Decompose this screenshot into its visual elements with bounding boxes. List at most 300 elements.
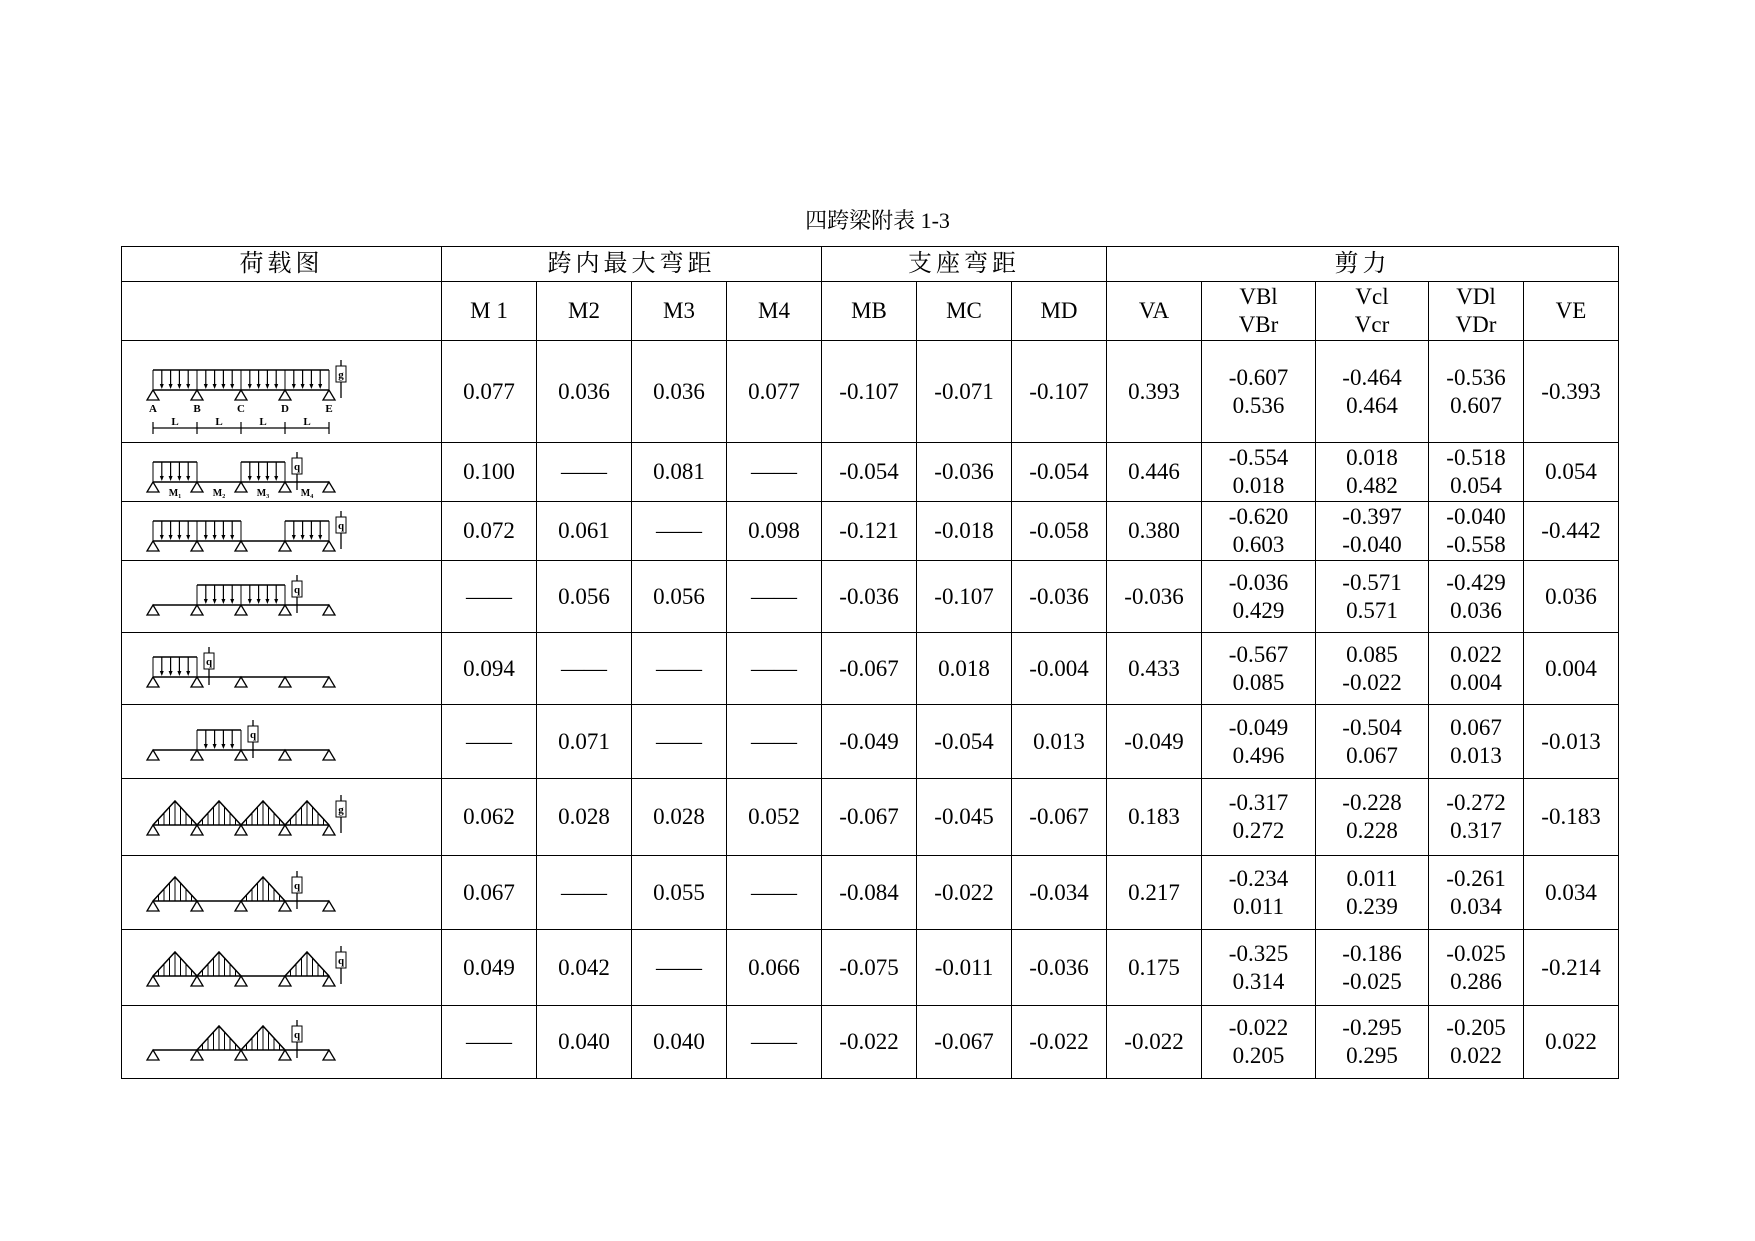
coefficient-cell xyxy=(632,705,727,779)
coefficient-value: —— xyxy=(751,879,797,905)
group-header-row xyxy=(122,247,1619,282)
coefficient-value: -0.393 xyxy=(1541,378,1601,404)
coefficient-cell xyxy=(442,502,537,561)
coefficient-value: —— xyxy=(751,728,797,754)
coefficient-value: -0.034 xyxy=(1029,879,1089,905)
support-icon xyxy=(235,976,247,986)
coefficient-value: —— xyxy=(466,728,512,754)
coefficient-value: 0.052 xyxy=(748,804,800,829)
coefficient-cell xyxy=(1316,633,1429,705)
table-row xyxy=(122,341,1619,443)
coefficient-cell xyxy=(917,779,1012,856)
coefficient-value: -0.504 xyxy=(1342,714,1402,740)
coefficient-cell xyxy=(442,443,537,502)
coefficient-cell xyxy=(1316,930,1429,1006)
coefficient-cell xyxy=(442,1006,537,1079)
support-icon xyxy=(191,605,203,615)
coefficient-value: 0.085 xyxy=(1232,669,1285,695)
coefficient-cell xyxy=(1012,443,1107,502)
coefficient-cell xyxy=(917,443,1012,502)
coefficient-value: -0.036 xyxy=(1228,569,1289,595)
load-arrowhead xyxy=(168,535,172,540)
load-arrowhead xyxy=(221,744,225,749)
coefficient-value: -0.205 xyxy=(1446,1015,1506,1040)
load-arrowhead xyxy=(159,671,163,676)
support-icon xyxy=(323,390,335,400)
coefficient-value: -0.058 xyxy=(1029,518,1089,543)
coefficient-value: 0.098 xyxy=(748,518,800,543)
beam-load-diagram xyxy=(123,634,441,704)
moment-label: M₄ xyxy=(300,487,313,499)
coefficient-value: 0.018 xyxy=(938,655,990,681)
support-icon xyxy=(147,541,159,551)
load-arrowhead xyxy=(186,476,190,481)
coefficient-cell xyxy=(727,930,822,1006)
load-arrowhead xyxy=(256,599,260,604)
coefficient-value: 0.094 xyxy=(463,655,515,681)
coefficient-value: 0.393 xyxy=(1128,378,1180,404)
coefficient-cell xyxy=(822,502,917,561)
coefficient-value: 0.066 xyxy=(748,954,800,980)
beam-load-diagram xyxy=(123,933,441,1003)
coefficient-value: -0.022 xyxy=(1029,1029,1089,1054)
coefficient-cell xyxy=(1429,443,1524,502)
support-icon xyxy=(279,541,291,551)
coefficient-value: -0.036 xyxy=(934,459,994,484)
coefficient-cell xyxy=(1012,561,1107,633)
coefficient-cell xyxy=(917,1006,1012,1079)
coefficient-cell xyxy=(1202,930,1316,1006)
support-icon xyxy=(147,677,159,687)
load-diagram-cell xyxy=(122,1006,442,1079)
coefficient-value: -0.018 xyxy=(934,518,994,543)
coefficient-value: -0.075 xyxy=(839,954,899,980)
coefficient-cell xyxy=(917,502,1012,561)
coefficient-cell xyxy=(1012,930,1107,1006)
column-header-label: VA xyxy=(1138,298,1170,323)
coefficient-value: —— xyxy=(561,459,607,484)
coefficient-cell xyxy=(632,930,727,1006)
support-icon xyxy=(147,390,159,400)
coefficient-value: -0.183 xyxy=(1541,804,1601,829)
column-header-cell xyxy=(537,282,632,341)
coefficient-value: -0.084 xyxy=(839,879,899,905)
coefficient-value: 0.536 xyxy=(1232,392,1285,418)
coefficient-value: 0.603 xyxy=(1232,532,1285,557)
support-label: E xyxy=(324,402,333,415)
coefficient-value: 0.011 xyxy=(1233,893,1284,919)
table-row xyxy=(122,856,1619,930)
coefficient-value: -0.558 xyxy=(1446,532,1506,557)
coefficient-value: 0.085 xyxy=(1346,641,1398,667)
coefficient-value: 0.433 xyxy=(1128,655,1180,681)
column-header-label: M3 xyxy=(663,298,695,323)
load-arrowhead xyxy=(203,599,207,604)
coefficient-cell xyxy=(1524,930,1619,1006)
support-icon xyxy=(235,541,247,551)
load-arrowhead xyxy=(212,599,216,604)
coefficient-value: -0.071 xyxy=(934,378,994,404)
coefficient-cell xyxy=(442,633,537,705)
coefficient-value: -0.025 xyxy=(1446,940,1506,966)
coefficient-value: 0.067 xyxy=(1450,714,1502,740)
support-icon xyxy=(279,901,291,911)
load-diagram-cell xyxy=(122,341,442,443)
coefficient-cell xyxy=(1107,502,1202,561)
support-icon xyxy=(191,901,203,911)
coefficient-value: 0.100 xyxy=(463,459,515,484)
support-icon xyxy=(191,825,203,835)
coefficient-value: -0.442 xyxy=(1541,518,1601,543)
coefficient-cell xyxy=(1429,502,1524,561)
coefficient-cell xyxy=(1012,705,1107,779)
coefficient-cell xyxy=(1012,1006,1107,1079)
coefficient-value: -0.004 xyxy=(1029,655,1089,681)
coefficient-value: -0.429 xyxy=(1446,569,1506,595)
coefficient-value: 0.056 xyxy=(653,583,705,609)
coefficient-cell xyxy=(1107,1006,1202,1079)
load-arrowhead xyxy=(203,384,207,389)
coefficient-value: -0.054 xyxy=(1029,459,1089,484)
coefficient-value: -0.186 xyxy=(1342,940,1402,966)
coefficient-cell xyxy=(1202,705,1316,779)
span-label: L xyxy=(214,415,223,428)
coefficient-value: -0.107 xyxy=(839,378,899,404)
support-icon xyxy=(191,390,203,400)
coefficient-cell xyxy=(537,341,632,443)
support-icon xyxy=(235,390,247,400)
support-icon xyxy=(235,750,247,760)
load-arrowhead xyxy=(230,599,234,604)
coefficient-cell xyxy=(1429,779,1524,856)
coefficient-cell xyxy=(632,633,727,705)
load-arrowhead xyxy=(168,384,172,389)
coefficient-value: 0.022 xyxy=(1450,641,1502,667)
support-icon xyxy=(323,677,335,687)
coefficient-value: 0.049 xyxy=(463,954,515,980)
coefficient-cell xyxy=(822,930,917,1006)
coefficient-cell xyxy=(632,1006,727,1079)
load-arrowhead xyxy=(309,535,313,540)
coefficient-value: -0.054 xyxy=(934,728,994,754)
support-icon xyxy=(191,677,203,687)
support-icon xyxy=(235,605,247,615)
coefficient-value: 0.042 xyxy=(558,954,610,980)
coefficient-value: 0.314 xyxy=(1232,968,1285,994)
coefficient-value: -0.620 xyxy=(1228,504,1289,529)
support-icon xyxy=(147,750,159,760)
load-arrowhead xyxy=(265,599,269,604)
support-icon xyxy=(279,825,291,835)
coefficient-value: —— xyxy=(751,583,797,609)
coefficient-cell xyxy=(442,341,537,443)
coefficient-value: -0.067 xyxy=(839,804,899,829)
load-label: q xyxy=(337,954,344,967)
coefficient-value: 0.055 xyxy=(653,879,705,905)
coefficient-value: -0.234 xyxy=(1228,865,1289,891)
coefficient-cell xyxy=(1524,856,1619,930)
coefficient-value: -0.025 xyxy=(1342,968,1402,994)
column-header-cell xyxy=(1316,282,1429,341)
table-row xyxy=(122,633,1619,705)
coefficient-value: 0.081 xyxy=(653,459,705,484)
coefficient-value: -0.022 xyxy=(1342,669,1402,695)
coefficient-cell xyxy=(727,779,822,856)
support-icon xyxy=(323,750,335,760)
load-arrowhead xyxy=(300,384,304,389)
coefficient-cell xyxy=(917,633,1012,705)
support-icon xyxy=(323,825,335,835)
coefficient-value: 0.446 xyxy=(1128,459,1180,484)
coefficient-cell xyxy=(1429,1006,1524,1079)
coefficient-value: 0.004 xyxy=(1450,669,1502,695)
load-arrowhead xyxy=(168,671,172,676)
coefficient-value: -0.317 xyxy=(1228,790,1289,815)
load-diagram-cell xyxy=(122,502,442,561)
support-label: C xyxy=(236,402,245,415)
coefficient-cell xyxy=(727,502,822,561)
coefficient-value: -0.567 xyxy=(1228,641,1289,667)
support-icon xyxy=(323,541,335,551)
coefficient-cell xyxy=(1429,705,1524,779)
coefficient-cell xyxy=(1429,341,1524,443)
coefficient-cell xyxy=(537,930,632,1006)
coefficient-cell xyxy=(1316,705,1429,779)
coefficient-cell xyxy=(1107,856,1202,930)
support-icon xyxy=(279,976,291,986)
coefficient-cell xyxy=(1524,341,1619,443)
coefficient-value: 0.228 xyxy=(1346,818,1398,843)
coefficient-value: —— xyxy=(656,728,702,754)
load-arrowhead xyxy=(291,535,295,540)
coefficient-value: -0.397 xyxy=(1342,504,1402,529)
beam-load-diagram xyxy=(123,562,441,632)
coefficient-cell xyxy=(1524,443,1619,502)
coefficient-cell xyxy=(537,779,632,856)
load-arrowhead xyxy=(159,476,163,481)
coefficient-value: 0.317 xyxy=(1450,818,1502,843)
coefficient-cell xyxy=(822,443,917,502)
coefficient-value: 0.295 xyxy=(1346,1043,1398,1068)
coefficient-value: -0.107 xyxy=(1029,378,1089,404)
coefficient-value: —— xyxy=(561,655,607,681)
coefficient-value: 0.040 xyxy=(653,1029,705,1054)
coefficient-cell xyxy=(1524,633,1619,705)
coefficient-cell xyxy=(1012,502,1107,561)
beam-load-diagram xyxy=(123,782,441,852)
column-header-cell xyxy=(632,282,727,341)
coefficient-value: 0.067 xyxy=(1346,742,1398,768)
coefficient-value: -0.107 xyxy=(934,583,994,609)
coefficient-cell xyxy=(1429,856,1524,930)
beam-load-diagram xyxy=(123,858,441,928)
coefficient-cell xyxy=(632,443,727,502)
coefficient-value: —— xyxy=(466,583,512,609)
support-icon xyxy=(191,750,203,760)
group-header-support-moments: 支座弯距 xyxy=(822,247,1107,282)
column-header-blank xyxy=(122,282,442,341)
load-label: q xyxy=(293,879,300,892)
column-header-cell xyxy=(1429,282,1524,341)
coefficient-cell xyxy=(1524,502,1619,561)
load-arrowhead xyxy=(230,384,234,389)
table-row xyxy=(122,502,1619,561)
coefficient-value: 0.607 xyxy=(1450,392,1502,418)
coefficient-value: —— xyxy=(751,1029,797,1054)
load-arrowhead xyxy=(256,476,260,481)
coefficient-value: 0.018 xyxy=(1232,473,1285,498)
load-label: q xyxy=(337,519,344,532)
table-row xyxy=(122,443,1619,502)
column-header-cell xyxy=(1107,282,1202,341)
coefficient-cell xyxy=(442,856,537,930)
coefficient-cell xyxy=(632,561,727,633)
table-row xyxy=(122,561,1619,633)
coefficient-value: 0.056 xyxy=(558,583,610,609)
load-arrowhead xyxy=(300,535,304,540)
support-icon xyxy=(279,677,291,687)
coefficient-value: -0.536 xyxy=(1446,364,1506,390)
coefficient-value: -0.022 xyxy=(839,1029,899,1054)
coefficient-value: -0.295 xyxy=(1342,1015,1402,1040)
coefficient-value: 0.464 xyxy=(1346,392,1398,418)
load-label: g xyxy=(337,368,344,381)
coefficient-value: 0.054 xyxy=(1450,473,1502,498)
load-label: q xyxy=(293,460,300,473)
load-arrowhead xyxy=(212,744,216,749)
coefficient-value: —— xyxy=(751,459,797,484)
coefficient-cell xyxy=(1012,856,1107,930)
support-icon xyxy=(191,1050,203,1060)
coefficient-value: 0.496 xyxy=(1232,742,1285,768)
support-icon xyxy=(279,750,291,760)
coefficient-value: -0.049 xyxy=(1124,728,1184,754)
coefficient-value: 0.067 xyxy=(463,879,515,905)
support-icon xyxy=(147,605,159,615)
coefficient-cell xyxy=(822,561,917,633)
column-header-cell xyxy=(1012,282,1107,341)
coefficient-cell xyxy=(1107,341,1202,443)
coefficient-value: -0.036 xyxy=(1029,954,1089,980)
coefficient-value: -0.607 xyxy=(1228,364,1289,390)
coefficient-value: 0.028 xyxy=(653,804,705,829)
load-label: q xyxy=(293,583,300,596)
coefficient-cell xyxy=(1202,341,1316,443)
coefficient-value: -0.518 xyxy=(1446,445,1506,470)
coefficient-cell xyxy=(1202,502,1316,561)
support-icon xyxy=(235,901,247,911)
coefficient-value: 0.034 xyxy=(1545,879,1597,905)
coefficient-cell xyxy=(1524,779,1619,856)
coefficient-cell xyxy=(1316,779,1429,856)
coefficient-value: 0.380 xyxy=(1128,518,1180,543)
load-label: q xyxy=(293,1029,300,1041)
coefficient-value: 0.286 xyxy=(1450,968,1502,994)
coefficient-cell xyxy=(1107,705,1202,779)
load-arrowhead xyxy=(212,384,216,389)
coefficient-value: -0.045 xyxy=(934,804,994,829)
load-arrowhead xyxy=(318,535,322,540)
load-arrowhead xyxy=(318,384,322,389)
load-label: q xyxy=(205,655,212,668)
load-arrowhead xyxy=(177,671,181,676)
coefficient-value: 0.239 xyxy=(1346,893,1398,919)
span-label: L xyxy=(302,415,311,428)
support-icon xyxy=(147,901,159,911)
coefficient-value: 0.036 xyxy=(653,378,705,404)
coefficient-value: 0.036 xyxy=(558,378,610,404)
coefficient-cell xyxy=(1524,561,1619,633)
load-arrowhead xyxy=(265,384,269,389)
coefficient-cell xyxy=(1012,633,1107,705)
coefficient-value: -0.022 xyxy=(1228,1015,1289,1040)
support-icon xyxy=(191,976,203,986)
load-arrowhead xyxy=(247,384,251,389)
coefficient-cell xyxy=(442,779,537,856)
group-header-load-diagram: 荷载图 xyxy=(122,247,442,282)
coefficient-value: 0.272 xyxy=(1232,818,1285,843)
column-header-row xyxy=(122,282,1619,341)
load-arrowhead xyxy=(177,535,181,540)
coefficient-value: —— xyxy=(656,954,702,980)
coefficient-cell xyxy=(1107,443,1202,502)
coefficient-value: -0.040 xyxy=(1342,532,1402,557)
load-arrowhead xyxy=(159,384,163,389)
coefficient-value: —— xyxy=(561,879,607,905)
coefficient-value: 0.034 xyxy=(1450,893,1502,919)
coefficient-value: -0.214 xyxy=(1541,954,1601,980)
column-header-cell xyxy=(727,282,822,341)
coefficient-value: 0.429 xyxy=(1232,597,1285,623)
column-header-label: Vcl xyxy=(1355,284,1389,309)
beam-load-diagram xyxy=(123,503,441,560)
coefficient-value: —— xyxy=(466,1029,512,1054)
load-arrowhead xyxy=(247,599,251,604)
coefficient-cell xyxy=(727,561,822,633)
load-arrowhead xyxy=(247,476,251,481)
support-icon xyxy=(147,482,159,492)
load-arrowhead xyxy=(230,744,234,749)
coefficient-value: -0.022 xyxy=(934,879,994,905)
load-diagram-cell xyxy=(122,561,442,633)
load-arrowhead xyxy=(274,599,278,604)
coefficient-cell xyxy=(632,341,727,443)
coefficient-cell xyxy=(632,856,727,930)
load-arrowhead xyxy=(159,535,163,540)
coefficient-cell xyxy=(442,705,537,779)
load-arrowhead xyxy=(203,744,207,749)
coefficient-value: -0.272 xyxy=(1446,790,1506,815)
load-arrowhead xyxy=(274,384,278,389)
coefficient-value: -0.067 xyxy=(934,1029,994,1054)
coefficient-cell xyxy=(822,705,917,779)
coefficient-cell xyxy=(727,705,822,779)
coefficient-value: —— xyxy=(656,518,702,543)
beam-load-diagram xyxy=(123,444,441,501)
coefficient-cell xyxy=(822,341,917,443)
load-arrowhead xyxy=(186,671,190,676)
coefficient-cell xyxy=(727,341,822,443)
coefficient-cell xyxy=(1429,633,1524,705)
coefficient-value: 0.013 xyxy=(1450,742,1502,768)
coefficient-value: 0.061 xyxy=(558,518,610,543)
coefficient-cell xyxy=(1107,561,1202,633)
coefficient-cell xyxy=(632,502,727,561)
support-icon xyxy=(235,482,247,492)
support-icon xyxy=(323,605,335,615)
column-header-cell xyxy=(442,282,537,341)
coefficient-cell xyxy=(1107,779,1202,856)
